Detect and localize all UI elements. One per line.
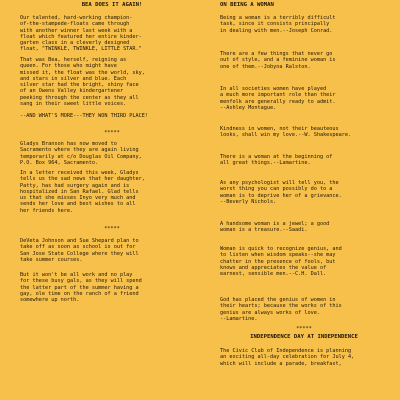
- quote-lamartine-1: There is a woman at the beginning of all great things.--Lamartine.: [220, 154, 333, 167]
- quote-conrad: Being a woman is a terribly difficult task, since it consists principally in dealing with men.--Joseph Conrad.: [220, 15, 336, 34]
- quote-dall: Woman is quick to recognize genius, and to listen when wisdom speaks--she may chatter in the presence of fools, but knows and appreciates the value of earnest, sensible men.--C.H. Dall.: [220, 246, 342, 278]
- bea-third-place-line: --AND WHAT'S MORE---THEY WON THIRD PLACE!: [20, 113, 149, 119]
- gladys-paragraph-1: Gladys Branson has now moved to Sacramento where they are again living temporarily at c/o Douglas Oil Company, P.O. Box 964, Sacramento.: [20, 141, 142, 166]
- quote-nichols: As any psychologist will tell you, the worst thing you can possibly do to a woman is to deprive her of a grievance. --Beverly Nichols.: [220, 180, 342, 205]
- deveta-paragraph-2: But it won't be all work and no play for these busy gals, as they will spend the latter part of the summer having a gay, ole time on the ranch of a friend somewhere up north.: [20, 272, 142, 304]
- quote-montague: In all societies women have played a much more important role than their menfolk are generally ready to admit. --Ashley Montague.: [220, 86, 336, 111]
- article-title-bea: BEA DOES IT AGAIN!: [81, 2, 143, 8]
- article-title-woman: ON BEING A WOMAN: [220, 2, 274, 8]
- bea-paragraph-1: Our talented, hard-working champion- of-the-stampede-floats came through with another winner last week with a float which featured her entire kinder- garten class in a cleverly designed float, "TWINKLE, TWINKLE, LITTLE STAR.": [20, 15, 142, 53]
- bea-paragraph-2: That was Bea, herself, reigning as queen. For those who might have missed it, the float was the world, sky, and stars in silver and blue. Each silver star had the bright, shiny face of an Owens Valley kindergartener peeking through the center as they all sang in their sweet little voices.: [20, 57, 145, 108]
- separator-stars: *****: [104, 130, 120, 136]
- quote-saadi: A handsome woman is a jewel; a good woman is a treasure.--Saadi.: [220, 221, 330, 234]
- quote-shakespeare: Kindness in women, not their beauteous looks, shall win my love.--W. Shakespeare.: [220, 126, 352, 139]
- gladys-paragraph-2: In a letter received this week, Gladys tells us the sad news that her daughter, Patty, has had surgery again and is hospitalized in San Rafael. Glad tells us that she misses Inyo very much and sends her love and best wishes to all her friends here.: [20, 170, 145, 214]
- quote-ralston: There are a few things that never go out of style, and a feminine woman is one of them.--Jobyna Ralston.: [220, 51, 336, 70]
- quote-lamartine-2: God has placed the genius of women in their hearts; because the works of this genius are always works of love. --Lamartine.: [220, 297, 342, 322]
- article-title-independence: INDEPENDENCE DAY AT INDEPENDENCE: [250, 334, 358, 340]
- deveta-paragraph-1: DeVeta Johnson and Sue Shepard plan to take off as soon as school is out for San Jose State College where they will take summer courses.: [20, 238, 139, 263]
- independence-paragraph-1: The Civic Club of Independence is planning an exciting all-day celebration for July 4, which will include a parade, breakfast,: [220, 348, 355, 367]
- separator-stars: *****: [104, 226, 120, 232]
- separator-stars: *****: [296, 326, 312, 332]
